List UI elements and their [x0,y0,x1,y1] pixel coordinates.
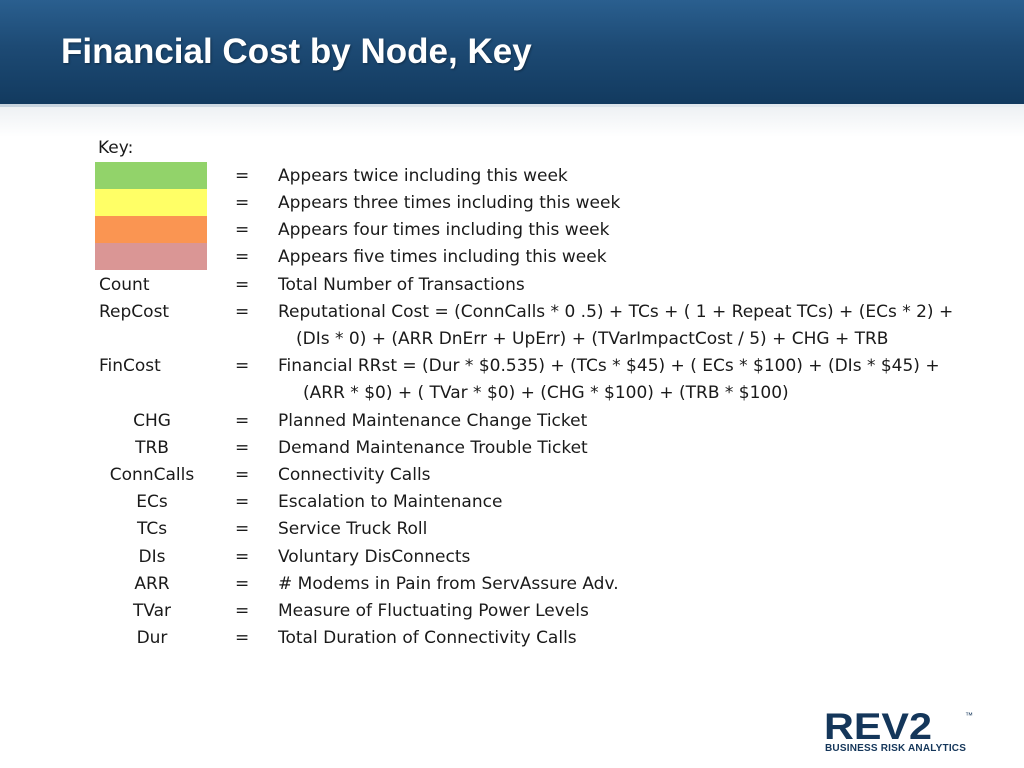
abbr-dur-description: Total Duration of Connectivity Calls [278,628,577,648]
swatch-green-description: Appears twice including this week [278,166,568,186]
term-fincost: FinCost [99,356,161,376]
term-repcost-definition-line-2: (DIs * 0) + (ARR DnErr + UpErr) + (TVarImpactCost / 5) + CHG + TRB [296,329,889,349]
abbr-chg-description: Planned Maintenance Change Ticket [278,411,588,431]
equals-sign: = [235,547,250,567]
term-repcost: RepCost [99,302,170,322]
abbr-tcs-description: Service Truck Roll [278,519,428,539]
abbr-ecs: ECs [136,492,168,512]
equals-sign: = [235,247,250,267]
rev2-logo-mark [824,708,974,742]
swatch-green [95,162,207,189]
equals-sign: = [235,465,250,485]
swatch-pink-description: Appears five times including this week [278,247,607,267]
swatch-yellow [95,189,207,216]
page-title: Financial Cost by Node, Key [61,32,532,71]
abbr-ecs-description: Escalation to Maintenance [278,492,503,512]
equals-sign: = [235,492,250,512]
equals-sign: = [235,302,250,322]
abbr-dis-description: Voluntary DisConnects [278,547,471,567]
swatch-yellow-description: Appears three times including this week [278,193,621,213]
term-count-definition: Total Number of Transactions [278,275,525,295]
equals-sign: = [235,411,250,431]
equals-sign: = [235,438,250,458]
abbr-trb: TRB [135,438,169,458]
swatch-orange-description: Appears four times including this week [278,220,610,240]
abbr-dur: Dur [136,628,168,648]
key-heading: Key: [98,138,134,158]
abbr-arr-description: # Modems in Pain from ServAssure Adv. [278,574,619,594]
equals-sign: = [235,519,250,539]
equals-sign: = [235,574,250,594]
equals-sign: = [235,275,250,295]
term-count: Count [99,275,150,295]
logo-trademark: ™ [965,711,973,720]
abbr-dis: DIs [138,547,166,567]
abbr-trb-description: Demand Maintenance Trouble Ticket [278,438,588,458]
abbr-tvar-description: Measure of Fluctuating Power Levels [278,601,589,621]
abbr-chg: CHG [133,411,171,431]
equals-sign: = [235,356,250,376]
rev2-logo [824,708,974,754]
term-repcost-definition-line-1: Reputational Cost = (ConnCalls * 0 .5) + TCs + ( 1 + Repeat TCs) + (ECs * 2) + [278,302,954,322]
equals-sign: = [235,628,250,648]
abbr-tvar: TVar [132,601,172,621]
term-fincost-definition-line-2: (ARR * $0) + ( TVar * $0) + (CHG * $100) + (TRB * $100) [303,383,789,403]
abbr-tcs: TCs [136,519,168,539]
logo-wordmark: REV2 [824,708,932,742]
equals-sign: = [235,220,250,240]
swatch-orange [95,216,207,243]
term-fincost-definition-line-1: Financial RRst = (Dur * $0.535) + (TCs * $45) + ( ECs * $100) + (DIs * $45) + [278,356,940,376]
abbr-arr: ARR [134,574,170,594]
abbr-conncalls: ConnCalls [109,465,195,485]
logo-tagline: BUSINESS RISK ANALYTICS [825,743,967,754]
equals-sign: = [235,193,250,213]
equals-sign: = [235,166,250,186]
equals-sign: = [235,601,250,621]
swatch-pink [95,243,207,270]
abbr-conncalls-description: Connectivity Calls [278,465,431,485]
